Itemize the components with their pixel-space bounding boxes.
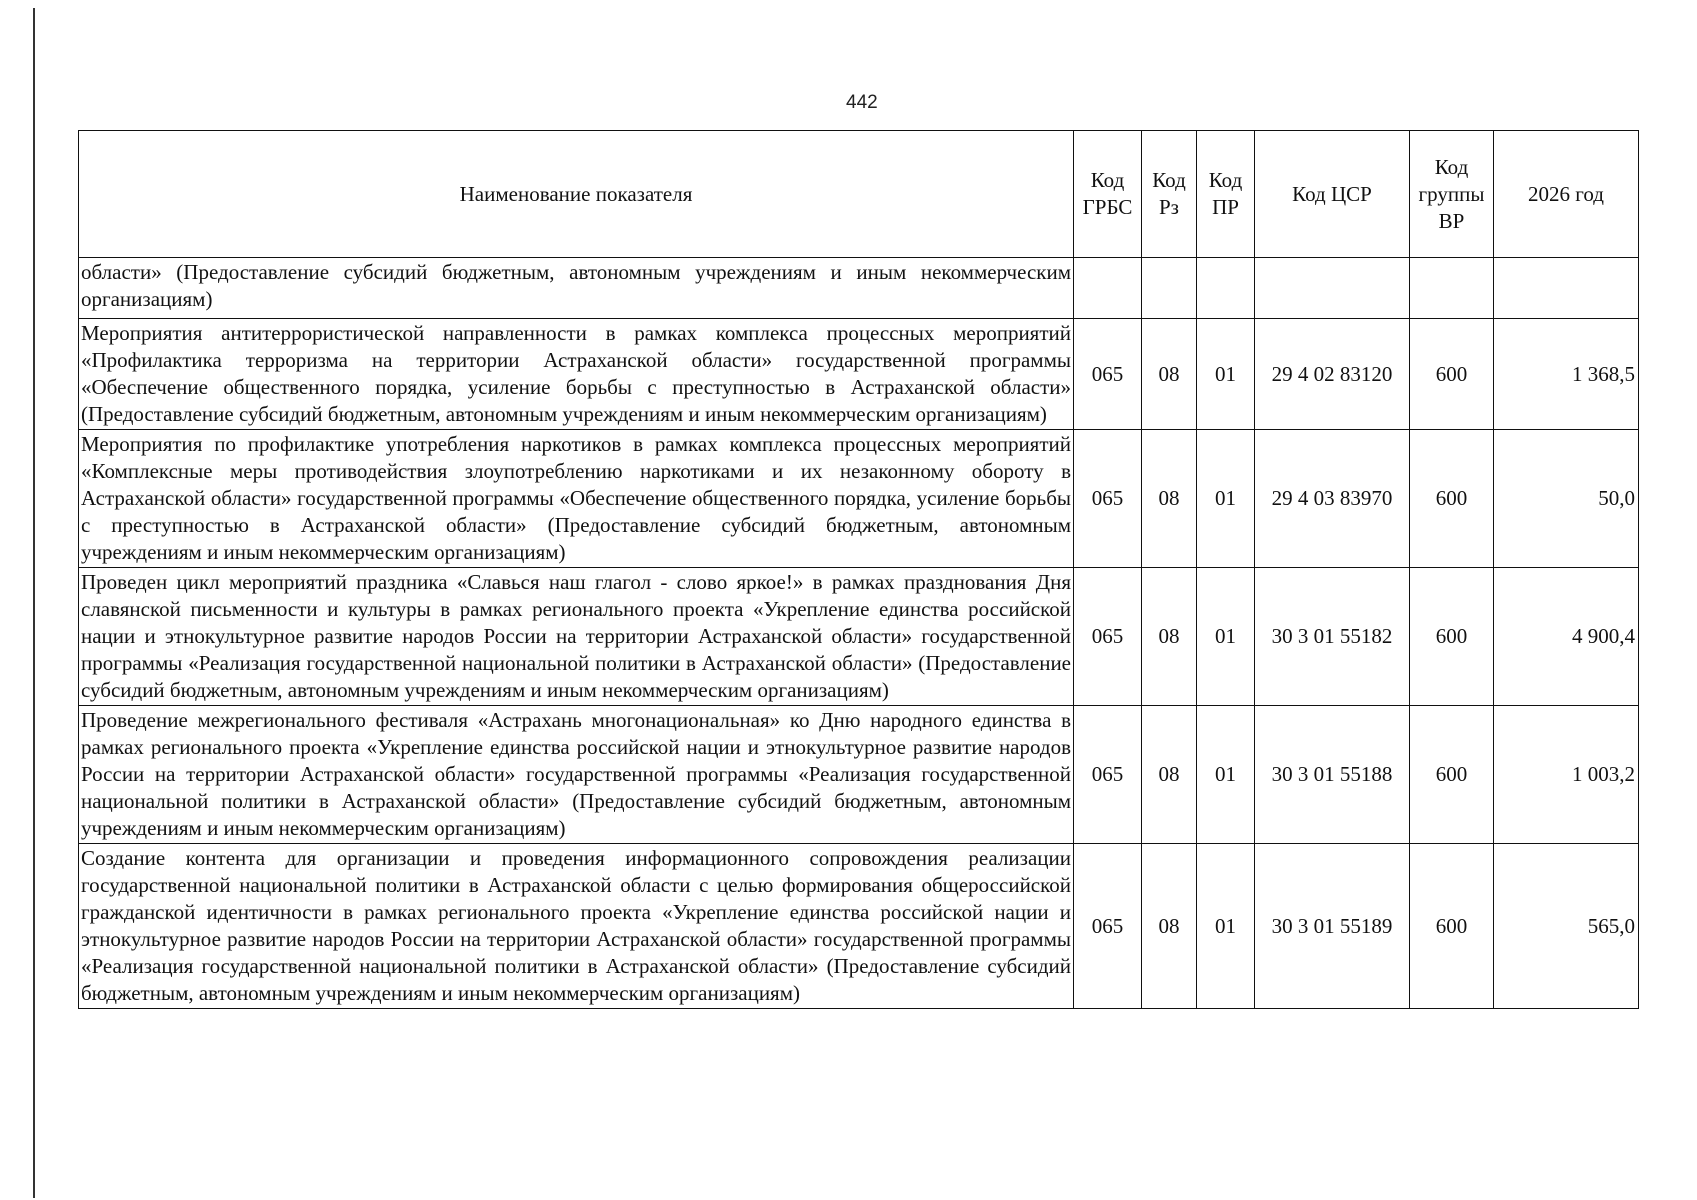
header-pr: Код ПР	[1197, 131, 1255, 258]
row-amount: 50,0	[1494, 430, 1639, 568]
row-csr: 30 3 01 55188	[1255, 706, 1410, 844]
page-number: 442	[846, 92, 878, 113]
row-grbs: 065	[1074, 430, 1142, 568]
table-header-row	[79, 131, 1639, 258]
row-name: области» (Предоставление субсидий бюджетным, автономным учреждениям и иным некоммерческим организациям)	[79, 258, 1074, 319]
row-name: Создание контента для организации и проведения информационного сопровождения реализации государственной национальной политики в Астраханской области с целью формирования общероссийской гражданской идентичности в рамках регионального проекта «Укрепление единства российской нации и этнокультурное развитие народов России на территории Астраханской области» государственной программы «Реализация государственной национальной политики в Астраханской области» (Предоставление субсидий бюджетным, автономным учреждениям и иным некоммерческим организациям)	[79, 844, 1074, 1009]
row-vr: 600	[1410, 706, 1494, 844]
row-name: Проведение межрегионального фестиваля «Астрахань многонациональная» ко Дню народного единства в рамках регионального проекта «Укрепление единства российской нации и этнокультурное развитие народов России на территории Астраханской области» государственной программы «Реализация государственной национальной политики в Астраханской области» (Предоставление субсидий бюджетным, автономным учреждениям и иным некоммерческим организациям)	[79, 706, 1074, 844]
row-vr: 600	[1410, 319, 1494, 430]
header-rz: Код Рз	[1142, 131, 1197, 258]
row-rz: 08	[1142, 844, 1197, 1009]
row-vr: 600	[1410, 430, 1494, 568]
row-rz: 08	[1142, 706, 1197, 844]
row-rz: 08	[1142, 430, 1197, 568]
table-row	[79, 430, 1639, 568]
header-year: 2026 год	[1494, 131, 1639, 258]
table-row	[79, 258, 1639, 319]
row-pr: 01	[1197, 430, 1255, 568]
scan-edge-line	[33, 8, 35, 1198]
table-row	[79, 568, 1639, 706]
row-pr: 01	[1197, 319, 1255, 430]
row-rz: 08	[1142, 319, 1197, 430]
budget-table	[78, 130, 1639, 1009]
row-rz	[1142, 258, 1197, 319]
row-amount	[1494, 258, 1639, 319]
row-name: Проведен цикл мероприятий праздника «Славься наш глагол - слово яркое!» в рамках празднования Дня славянской письменности и культуры в рамках регионального проекта «Укрепление единства российской нации и этнокультурное развитие народов России на территории Астраханской области» государственной программы «Реализация государственной национальной политики в Астраханской области» (Предоставление субсидий бюджетным, автономным учреждениям и иным некоммерческим организациям)	[79, 568, 1074, 706]
row-amount: 1 368,5	[1494, 319, 1639, 430]
row-name: Мероприятия по профилактике употребления наркотиков в рамках комплекса процессных мероприятий «Комплексные меры противодействия злоупотреблению наркотиками и их незаконному обороту в Астраханской области» государственной программы «Обеспечение общественного порядка, усиление борьбы с преступностью в Астраханской области» (Предоставление субсидий бюджетным, автономным учреждениям и иным некоммерческим организациям)	[79, 430, 1074, 568]
table-row	[79, 319, 1639, 430]
row-pr: 01	[1197, 844, 1255, 1009]
row-grbs: 065	[1074, 706, 1142, 844]
table-row	[79, 844, 1639, 1009]
row-grbs: 065	[1074, 568, 1142, 706]
row-csr	[1255, 258, 1410, 319]
row-csr: 30 3 01 55182	[1255, 568, 1410, 706]
row-grbs: 065	[1074, 844, 1142, 1009]
row-amount: 565,0	[1494, 844, 1639, 1009]
row-rz: 08	[1142, 568, 1197, 706]
row-pr: 01	[1197, 706, 1255, 844]
row-csr: 29 4 02 83120	[1255, 319, 1410, 430]
header-csr: Код ЦСР	[1255, 131, 1410, 258]
header-grbs: Код ГРБС	[1074, 131, 1142, 258]
row-vr	[1410, 258, 1494, 319]
row-pr: 01	[1197, 568, 1255, 706]
row-vr: 600	[1410, 844, 1494, 1009]
header-name: Наименование показателя	[79, 131, 1074, 258]
row-grbs	[1074, 258, 1142, 319]
row-csr: 29 4 03 83970	[1255, 430, 1410, 568]
row-grbs: 065	[1074, 319, 1142, 430]
row-pr	[1197, 258, 1255, 319]
row-name: Мероприятия антитеррористической направленности в рамках комплекса процессных мероприятий «Профилактика терроризма на территории Астраханской области» государственной программы «Обеспечение общественного порядка, усиление борьбы с преступностью в Астраханской области» (Предоставление субсидий бюджетным, автономным учреждениям и иным некоммерческим организациям)	[79, 319, 1074, 430]
row-amount: 4 900,4	[1494, 568, 1639, 706]
row-amount: 1 003,2	[1494, 706, 1639, 844]
table-row	[79, 706, 1639, 844]
row-vr: 600	[1410, 568, 1494, 706]
row-csr: 30 3 01 55189	[1255, 844, 1410, 1009]
header-vr: Код группы ВР	[1410, 131, 1494, 258]
